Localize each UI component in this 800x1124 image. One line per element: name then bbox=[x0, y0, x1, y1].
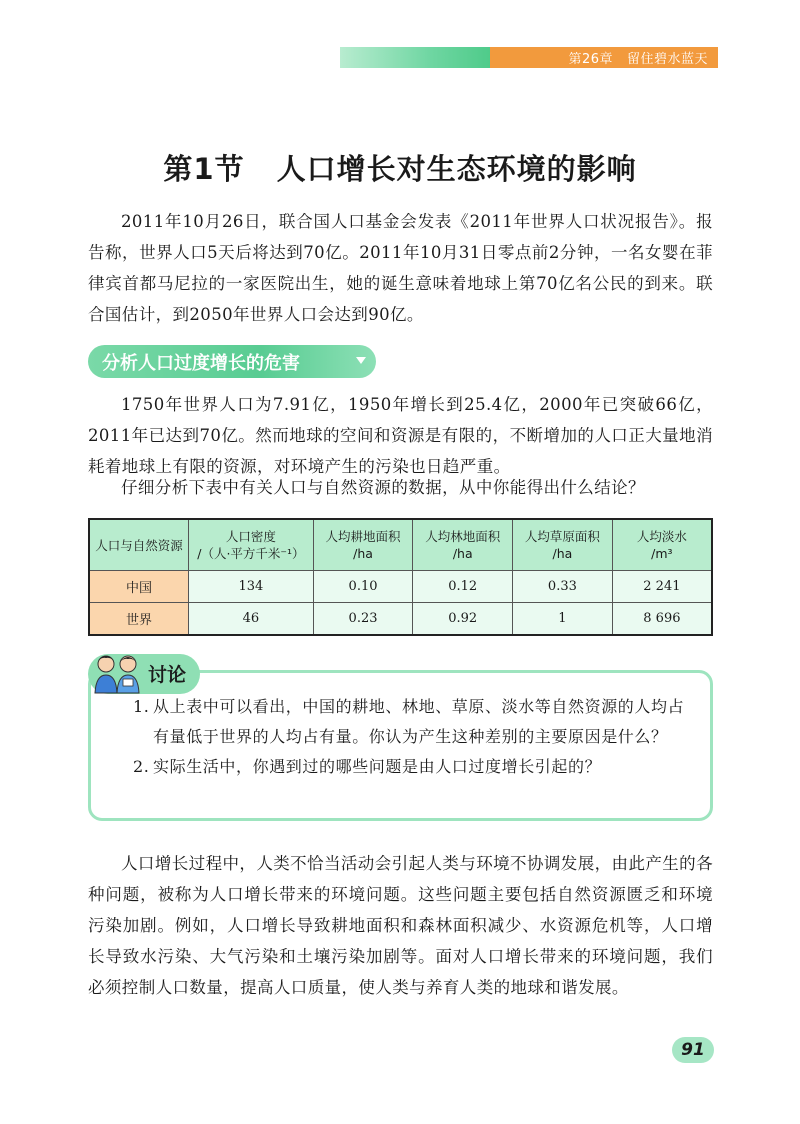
table-cell: 134 bbox=[189, 571, 314, 603]
table-row-label: 世界 bbox=[89, 603, 189, 636]
discussion-label: 讨论 bbox=[148, 664, 187, 686]
table-cell: 0.10 bbox=[313, 571, 413, 603]
table-cell: 0.92 bbox=[413, 603, 513, 636]
table-row-label: 中国 bbox=[89, 571, 189, 603]
table-cell: 1 bbox=[513, 603, 613, 636]
table-cell: 0.33 bbox=[513, 571, 613, 603]
table-cell: 2 241 bbox=[612, 571, 712, 603]
students-discussion-icon bbox=[90, 651, 146, 695]
paragraph-table-prompt: 仔细分析下表中有关人口与自然资源的数据，从中你能得出什么结论？ bbox=[121, 478, 645, 497]
table-cell: 0.12 bbox=[413, 571, 513, 603]
section-number: 第1节 bbox=[163, 152, 245, 186]
list-item bbox=[133, 752, 688, 782]
table-column-header: 人均草原面积 /ha bbox=[513, 519, 613, 571]
page-number: 91 bbox=[672, 1037, 714, 1063]
table-corner-header: 人口与自然资源 bbox=[89, 519, 189, 571]
chapter-header bbox=[490, 47, 718, 68]
list-item-text: 从上表中可以看出，中国的耕地、林地、草原、淡水等自然资源的人均占有量低于世界的人均占有量。你认为产生这种差别的主要原因是什么？ bbox=[153, 697, 685, 746]
table-column-header: 人均林地面积 /ha bbox=[413, 519, 513, 571]
table-cell: 8 696 bbox=[612, 603, 712, 636]
paragraph-environment-problems: 人口增长过程中，人类不恰当活动会引起人类与环境不协调发展，由此产生的各种问题，被称为人口增长带来的环境问题。这些问题主要包括自然资源匮乏和环境污染加剧。例如，人口增长导致耕地面积和森林面积减少、水资源危机等，人口增长导致水污染、大气污染和土壤污染加剧等。面对人口增长带来的环境问题，我们必须控制人口数量，提高人口质量，使人类与养育人类的地球和谐发展。 bbox=[88, 854, 713, 997]
section-title-text: 人口增长对生态环境的影响 bbox=[276, 152, 637, 186]
discussion-list bbox=[133, 692, 688, 782]
table-column-header: 人口密度 /（人·平方千米⁻¹） bbox=[189, 519, 314, 571]
table-row bbox=[89, 571, 712, 603]
list-item-number: 2. bbox=[133, 757, 150, 776]
header-green-band bbox=[340, 47, 490, 68]
table-header-row bbox=[89, 519, 712, 571]
resource-table bbox=[88, 518, 713, 636]
table-cell: 46 bbox=[189, 603, 314, 636]
section-title bbox=[0, 147, 800, 188]
table-column-header: 人均耕地面积 /ha bbox=[313, 519, 413, 571]
list-item-number: 1. bbox=[133, 697, 150, 716]
triangle-down-icon bbox=[356, 357, 366, 364]
paragraph-population-growth: 1750年世界人口为7.91亿，1950年增长到25.4亿，2000年已突破66亿，2011年已达到70亿。然而地球的空间和资源是有限的，不断增加的人口正大量地消耗着地球上有限的资源，对环境产生的污染也日趋严重。 bbox=[88, 395, 713, 476]
list-item-text: 实际生活中，你遇到过的哪些问题是由人口过度增长引起的？ bbox=[153, 757, 602, 776]
chapter-number: 第26章 bbox=[568, 52, 613, 67]
chapter-title: 留住碧水蓝天 bbox=[626, 52, 708, 67]
table-cell: 0.23 bbox=[313, 603, 413, 636]
table-column-header: 人均淡水 /m³ bbox=[612, 519, 712, 571]
intro-paragraph: 2011年10月26日，联合国人口基金会发表《2011年世界人口状况报告》。报告称，世界人口5天后将达到70亿。2011年10月31日零点前2分钟，一名女婴在菲律宾首都马尼拉的一家医院出生，她的诞生意味着地球上第70亿名公民的到来。联合国估计，到2050年世界人口会达到90亿。 bbox=[88, 212, 713, 324]
list-item bbox=[133, 692, 688, 752]
subsection-title: 分析人口过度增长的危害 bbox=[102, 352, 300, 374]
table-row bbox=[89, 603, 712, 636]
subsection-heading bbox=[88, 345, 376, 378]
